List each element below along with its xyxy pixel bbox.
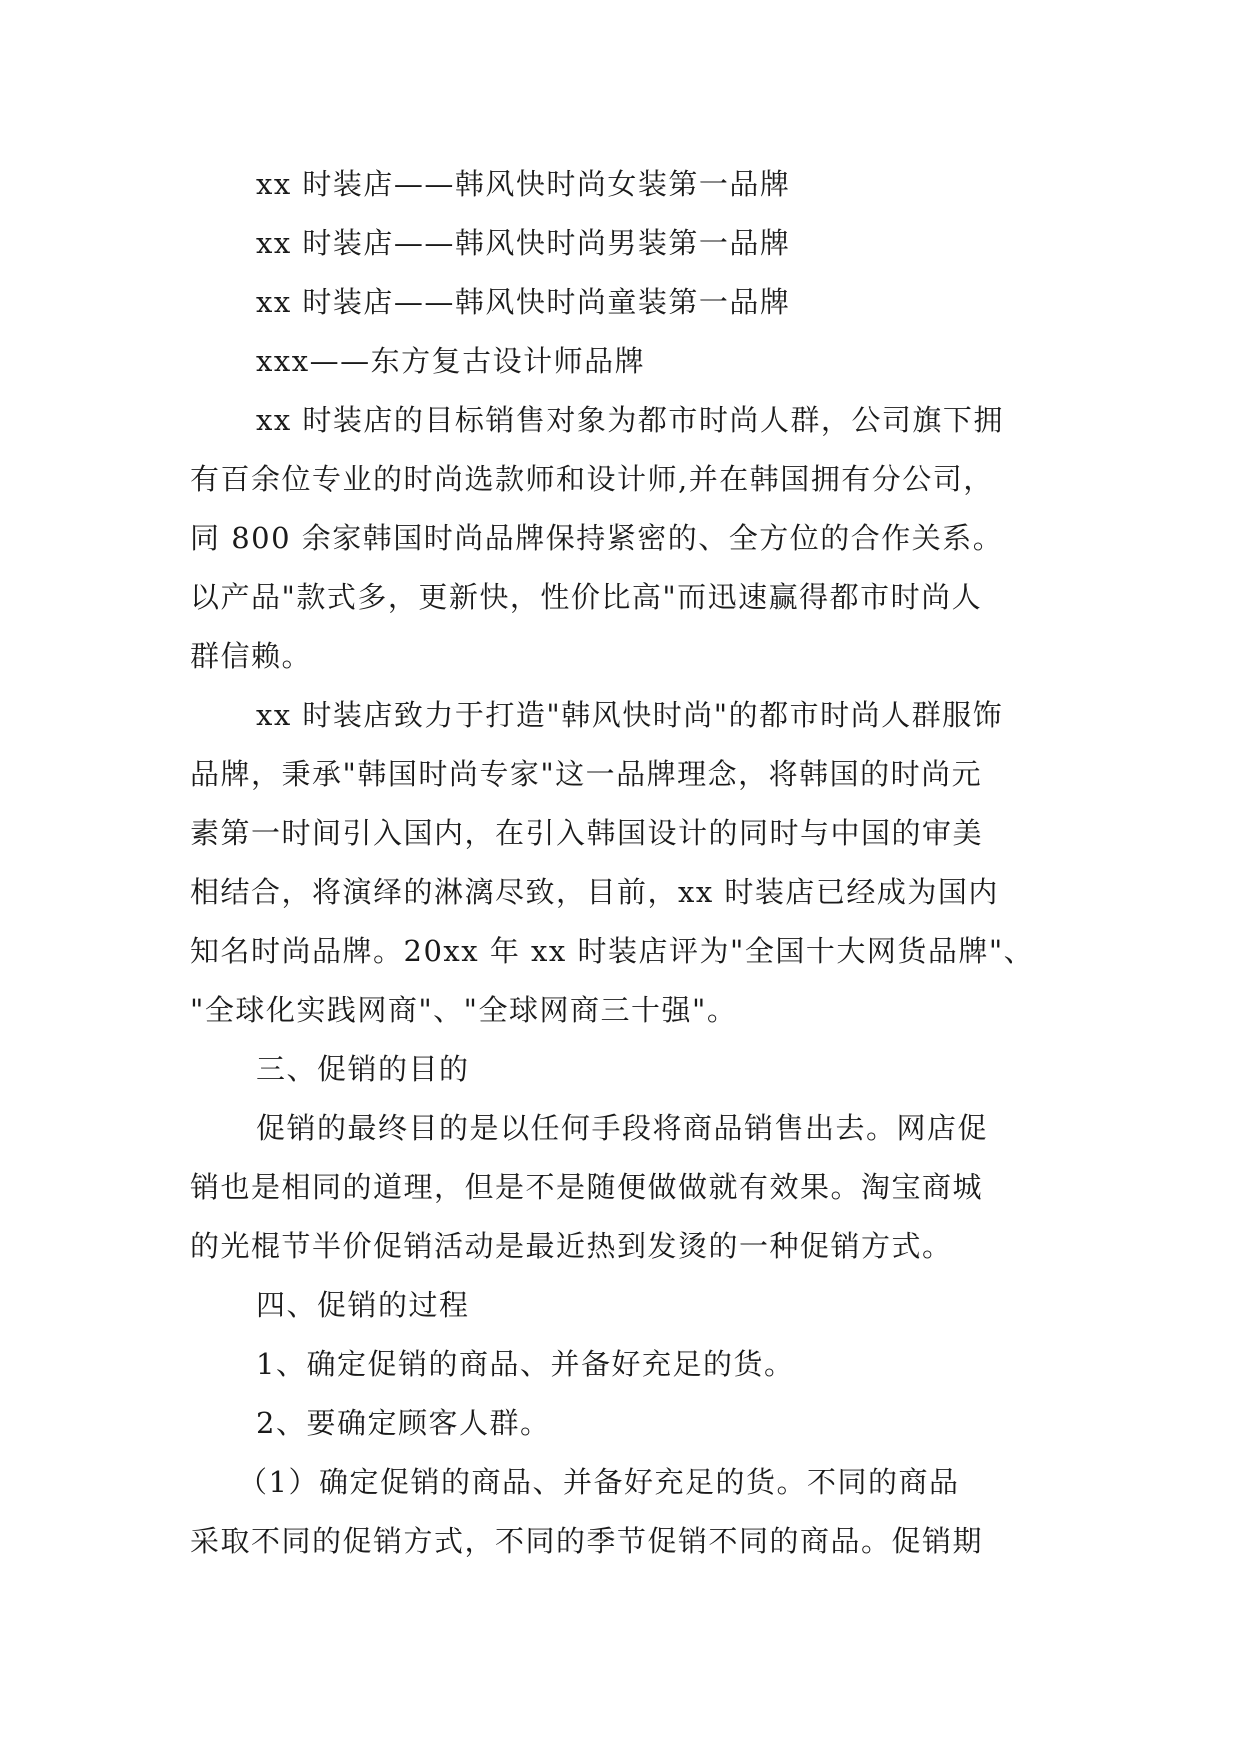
- brand-para-line-5: 知名时尚品牌。20xx 年 xx 时装店评为"全国十大网货品牌"、: [190, 934, 1035, 968]
- sub-item-1-line-1: （1）确定促销的商品、并备好充足的货。不同的商品: [238, 1465, 960, 1499]
- brand-line-men: xx 时装店——韩风快时尚男装第一品牌: [256, 226, 791, 260]
- sub-item-1-paragraph: [190, 1453, 1058, 1571]
- brand-para-line-2: 品牌，秉承"韩国时尚专家"这一品牌理念，将韩国的时尚元: [190, 757, 983, 791]
- section3-line-3: 的光棍节半价促销活动是最近热到发烫的一种促销方式。: [190, 1229, 953, 1263]
- section4-heading: 四、促销的过程: [256, 1288, 470, 1322]
- brand-para-line-1: xx 时装店致力于打造"韩风快时尚"的都市时尚人群服饰: [256, 698, 1004, 732]
- brand-para-line-6: "全球化实践网商"、"全球网商三十强"。: [190, 993, 738, 1027]
- list-item-2: 2、要确定顾客人群。: [256, 1406, 551, 1440]
- list-item-1: 1、确定促销的商品、并备好充足的货。: [256, 1347, 795, 1381]
- intro-line-5: 群信赖。: [190, 639, 313, 673]
- intro-line-4: 以产品"款式多，更新快，性价比高"而迅速赢得都市时尚人: [190, 580, 983, 614]
- brand-line-kids: xx 时装店——韩风快时尚童装第一品牌: [256, 285, 791, 319]
- intro-line-2: 有百余位专业的时尚选款师和设计师,并在韩国拥有分公司，: [190, 462, 994, 496]
- brand-paragraph: [190, 686, 1058, 1040]
- section3-heading: 三、促销的目的: [256, 1052, 470, 1086]
- brand-line-designer: xxx——东方复古设计师品牌: [256, 344, 646, 378]
- intro-paragraph: [190, 391, 1058, 686]
- brand-para-line-4: 相结合，将演绎的淋漓尽致，目前，xx 时装店已经成为国内: [190, 875, 999, 909]
- intro-line-3: 同 800 余家韩国时尚品牌保持紧密的、全方位的合作关系。: [190, 521, 1004, 555]
- section3-paragraph: [190, 1099, 1058, 1276]
- intro-line-1: xx 时装店的目标销售对象为都市时尚人群，公司旗下拥: [256, 403, 1004, 437]
- brand-line-women: xx 时装店——韩风快时尚女装第一品牌: [256, 167, 791, 201]
- section3-line-1: 促销的最终目的是以任何手段将商品销售出去。网店促: [256, 1111, 989, 1145]
- sub-item-1-line-2: 采取不同的促销方式，不同的季节促销不同的商品。促销期: [190, 1524, 984, 1558]
- brand-para-line-3: 素第一时间引入国内，在引入韩国设计的同时与中国的审美: [190, 816, 984, 850]
- section3-line-2: 销也是相同的道理，但是不是随便做做就有效果。淘宝商城: [190, 1170, 984, 1204]
- document-body: [190, 155, 1058, 1571]
